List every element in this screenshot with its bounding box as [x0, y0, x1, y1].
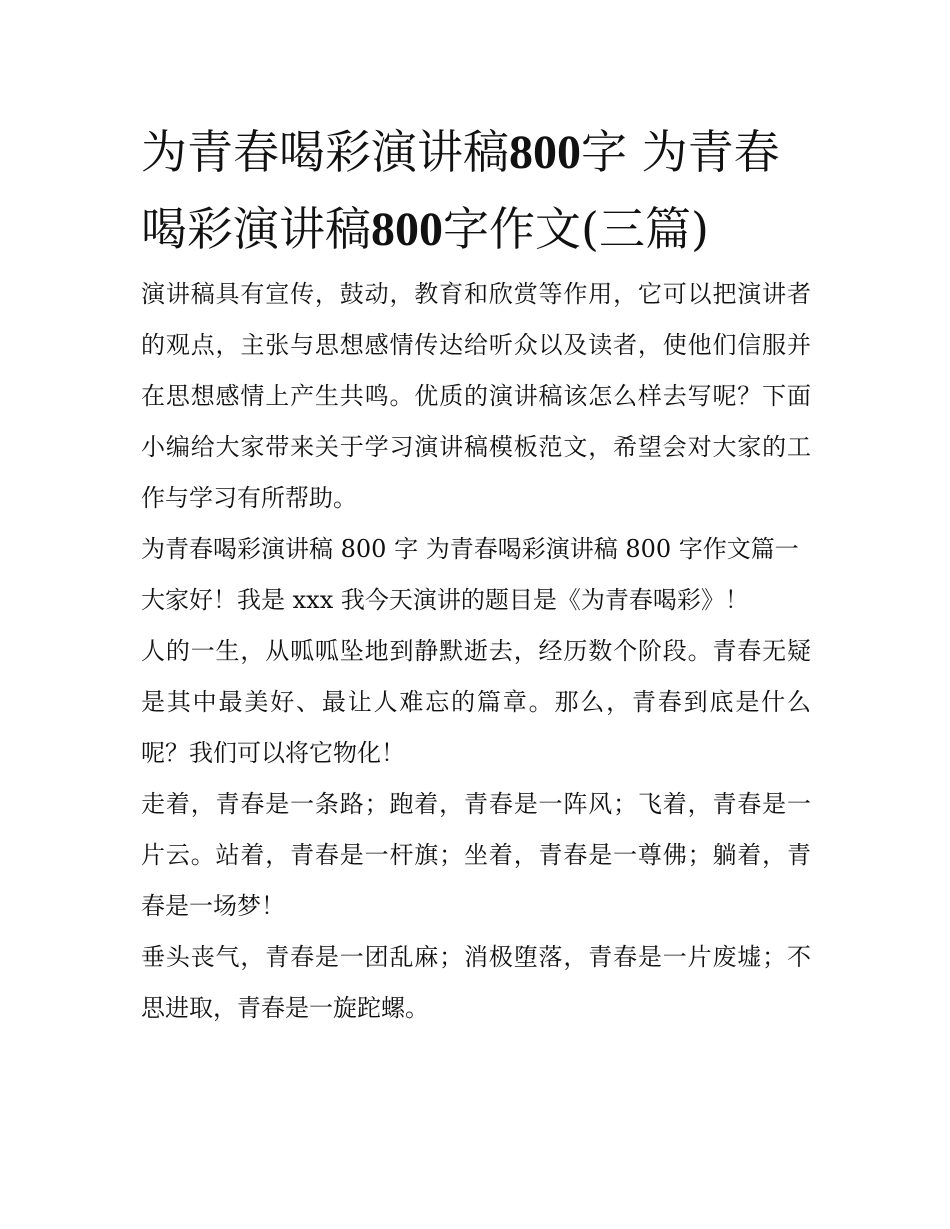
title-segment: 为青春喝彩演讲稿: [141, 125, 509, 179]
paragraph-section-heading: 为青春喝彩演讲稿 800 字 为青春喝彩演讲稿 800 字作文篇一: [141, 535, 799, 563]
paragraph-body: 走着，青春是一条路；跑着，青春是一阵风；飞着，青春是一片云。站着，青春是一杆旗；坐着，青春是一尊佛；躺着，青春是一场梦！: [141, 790, 811, 920]
title-segment: 字作文(三篇): [443, 202, 709, 256]
document-title: [141, 114, 811, 268]
title-segment: 字 为青春喝彩演讲稿: [141, 125, 780, 256]
document-body: [141, 269, 811, 1034]
paragraph-intro: 演讲稿具有宣传，鼓动，教育和欣赏等作用，它可以把演讲者的观点，主张与思想感情传达给听众以及读者，使他们信服并在思想感情上产生共鸣。优质的演讲稿该怎么样去写呢？下面小编给大家带来关于学习演讲稿模板范文，希望会对大家的工作与学习有所帮助。: [141, 280, 811, 512]
document-content: [141, 114, 811, 1034]
paragraph-greeting: 大家好！我是 xxx 我今天演讲的题目是《为青春喝彩》！: [141, 586, 749, 614]
paragraph-body: 人的一生，从呱呱坠地到静默逝去，经历数个阶段。青春无疑是其中最美好、最让人难忘的篇章。那么，青春到底是什么呢？我们可以将它物化！: [141, 637, 811, 767]
title-number: 800: [509, 126, 581, 179]
title-number: 800: [371, 203, 443, 256]
paragraph-body: 垂头丧气，青春是一团乱麻；消极堕落，青春是一片废墟；不思进取，青春是一旋跎螺。: [141, 943, 811, 1022]
